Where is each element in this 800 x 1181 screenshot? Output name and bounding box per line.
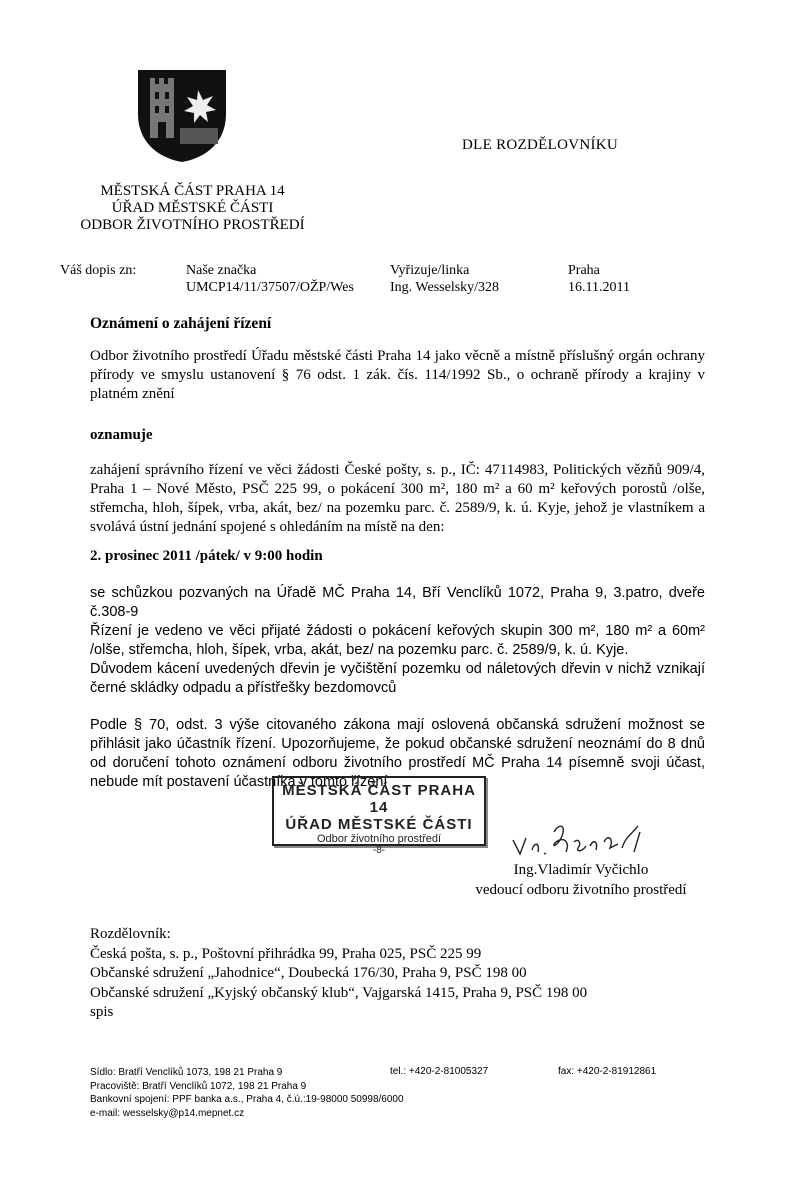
signer-block (458, 860, 704, 900)
distribution-item: Občanské sdružení „Kyjský občanský klub“, Vajgarská 1415, Praha 9, PSČ 198 00 (90, 984, 588, 1001)
footer-line: Pracoviště: Bratří Venclíků 1072, 198 21 Praha 9 (90, 1080, 307, 1092)
organization-header (80, 183, 305, 234)
place-date-column (568, 262, 630, 296)
footer-email: e-mail: wesselsky@p14.mepnet.cz (90, 1107, 245, 1119)
meeting-date: 2. prosinec 2011 /pátek/ v 9:00 hodin (90, 548, 323, 564)
stamp-line-3: Odbor životního prostředí (316, 833, 442, 845)
footer-phone: tel.: +420-2-81005327 (390, 1066, 489, 1077)
intro-paragraph: Odbor životního prostředí Úřadu městské části Praha 14 jako věcně a místně příslušný orgán ochrany přírody ve smyslu ustanovení § 76 odst. 1 zák. čís. 114/1992 Sb., o ochraně přírody a krajiny v platném znění (90, 348, 705, 402)
handwritten-signature (508, 812, 658, 862)
reason-paragraph: Důvodem kácení uvedených dřevin je vyčištění pozemku od náletových dřevin v nichž vznikají černé skládky odpadu a přístřešky bezdomovců (90, 661, 705, 696)
office-stamp (272, 776, 486, 856)
org-line-1: MĚSTSKÁ ČÁST PRAHA 14 (100, 183, 285, 199)
distribution-item: Česká pošta, s. p., Poštovní přihrádka 99, Praha 025, PSČ 225 99 (90, 945, 482, 962)
body-paragraph-1: zahájení správního řízení ve věci žádosti České pošty, s. p., IČ: 47114983, Politických vězňů 909/4, Praha 1 – Nové Město, PSČ 225 99, o pokácení 300 m², 180 m² a 60 m² keřových porostů /olše, střemcha, hloh, šípek, vrba, akát, bez/ na pozemku parc. č. 2589/9, k. ú. Kyje, jehož je vlastníkem a svolává ústní jednání spojené s ohledáním na místě na den: (90, 462, 705, 535)
footer-address (90, 1066, 404, 1120)
date: 16.11.2011 (568, 280, 630, 295)
our-ref-label: Naše značka (186, 263, 257, 278)
org-line-2: ÚŘAD MĚSTSKÉ ČÁSTI (111, 200, 274, 216)
document-heading: Oznámení o zahájení řízení (90, 315, 272, 332)
your-letter-label: Váš dopis zn: (60, 263, 137, 278)
announces-label: oznamuje (90, 427, 153, 443)
distribution-item: spis (90, 1004, 114, 1020)
your-letter-column (60, 262, 136, 279)
body-paragraph-2: Řízení je vedeno ve věci přijaté žádosti o pokácení keřových skupin 300 m², 180 m² a 60m² /olše, střemcha, hloh, šípek, vrba, akát, bez/ na pozemku parc. č. 2589/9, k. ú. Kyje. (90, 623, 705, 658)
signer-name: Ing.Vladimír Vyčichlo (513, 862, 649, 878)
stamp-line-4: -8- (372, 845, 386, 856)
footer-line: Bankovní spojení: PPF banka a.s., Praha 4, č.ú.:19-98000 50998/6000 (90, 1094, 404, 1105)
stamp-line-2: ÚŘAD MĚSTSKÉ ČÁSTI (285, 816, 473, 833)
meeting-place: se schůzkou pozvaných na Úřadě MČ Praha 14, Bří Venclíků 1072, Praha 9, 3.patro, dveře č.308-9 (90, 585, 705, 620)
coat-of-arms-logo (136, 68, 228, 164)
signer-role: vedoucí odboru životního prostředí (475, 882, 687, 898)
stamp-line-1: MĚSTSKÁ ČÁST PRAHA 14 (282, 782, 476, 816)
recipient-line: DLE ROZDĚLOVNÍKU (462, 137, 619, 153)
our-ref-value: UMCP14/11/37507/OŽP/Wes (186, 280, 354, 295)
org-line-3: ODBOR ŽIVOTNÍHO PROSTŘEDÍ (80, 217, 305, 233)
distribution-item: Občanské sdružení „Jahodnice“, Doubecká 176/30, Praha 9, PSČ 198 00 (90, 965, 527, 981)
place: Praha (568, 263, 600, 278)
body-paragraph-3: Podle § 70, odst. 3 výše citovaného zákona mají oslovená občanská sdružení možnost se přihlásit jako účastník řízení. Upozorňujeme, že pokud občanské sdružení neoznámí do 8 dnů od doručení tohoto oznámení odboru životního prostředí MČ Praha 14 písemně svoji účast, nebude mít postavení účastníka v tomto řízení (90, 717, 705, 790)
our-ref-column (186, 262, 354, 296)
footer-line: Sídlo: Bratří Venclíků 1073, 198 21 Praha 9 (90, 1067, 283, 1078)
handler-label: Vyřizuje/linka (390, 263, 470, 278)
handler-value: Ing. Wesselsky/328 (390, 280, 500, 295)
footer-fax: fax: +420-2-81912861 (558, 1066, 657, 1077)
distribution-title: Rozdělovník: (90, 926, 171, 942)
distribution-list (90, 925, 587, 1023)
handler-column (390, 262, 499, 296)
